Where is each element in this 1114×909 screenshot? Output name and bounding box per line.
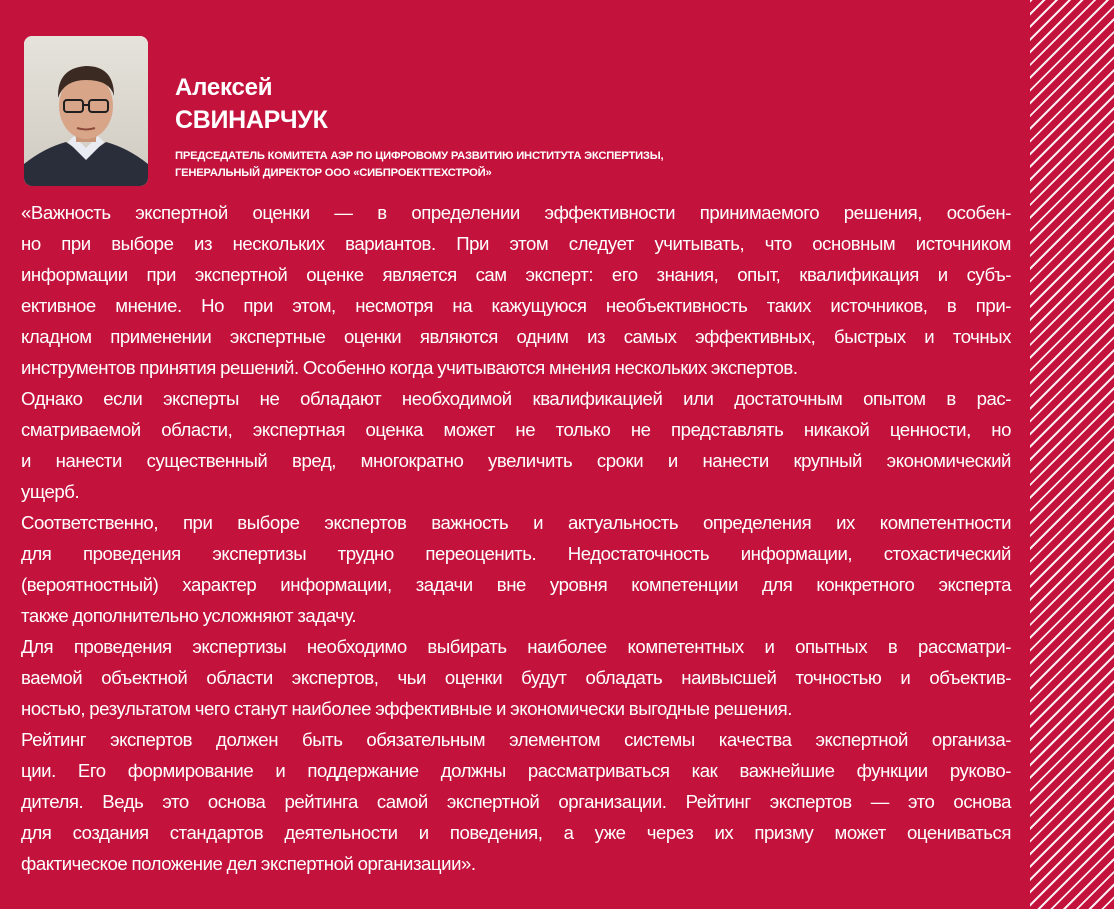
speaker-last-name: СВИНАРЧУК (175, 106, 328, 134)
quote-line: Однако если эксперты не обладают необходимой квалификацией или достаточным опытом в рас- (21, 388, 1011, 409)
quote-line: также дополнительно усложняют задачу. (21, 605, 357, 626)
quote-line: и нанести существенный вред, многократно увеличить сроки и нанести крупный экономический (21, 450, 1011, 471)
quote-text (21, 197, 1011, 879)
quote-line: сматриваемой области, экспертная оценка может не только не представлять никакой ценности, но (21, 419, 1011, 440)
quote-line: для проведения экспертизы трудно переоценить. Недостаточность информации, стохастический (21, 543, 1011, 564)
speaker-first-name: Алексей (175, 74, 273, 101)
quote-line: фактическое положение дел экспертной организации». (21, 853, 476, 874)
quote-line: Для проведения экспертизы необходимо выбирать наиболее компетентных и опытных в рассматри- (21, 636, 1011, 657)
quote-line: «Важность экспертной оценки — в определении эффективности принимаемого решения, особен- (21, 202, 1011, 223)
quote-line: информации при экспертной оценке является сам эксперт: его знания, опыт, квалификация и субъ- (21, 264, 1011, 285)
speaker-position (175, 148, 663, 182)
quote-line: ностью, результатом чего станут наиболее эффективные и экономически выгодные решения. (21, 698, 792, 719)
quote-line: ваемой объектной области экспертов, чьи оценки будут обладать наивысшей точностью и объектив- (21, 667, 1011, 688)
quote-line: Соответственно, при выборе экспертов важность и актуальность определения их компетентности (21, 512, 1011, 533)
quote-line: Рейтинг экспертов должен быть обязательным элементом системы качества экспертной организа- (21, 729, 1011, 750)
quote-line: инструментов принятия решений. Особенно когда учитываются мнения нескольких экспертов. (21, 357, 798, 378)
quote-line: но при выборе из нескольких вариантов. При этом следует учитывать, что основным источником (21, 233, 1011, 254)
position-line: ГЕНЕРАЛЬНЫЙ ДИРЕКТОР ООО «СИБПРОЕКТТЕХСТРОЙ» (175, 167, 492, 179)
quote-line: (вероятностный) характер информации, задачи вне уровня компетенции для конкретного эксперта (21, 574, 1011, 595)
speaker-photo (24, 36, 148, 186)
quote-line: ективное мнение. Но при этом, несмотря на кажущуюся необъективность таких источников, в при- (21, 295, 1011, 316)
position-line: ПРЕДСЕДАТЕЛЬ КОМИТЕТА АЭР ПО ЦИФРОВОМУ РАЗВИТИЮ ИНСТИТУТА ЭКСПЕРТИЗЫ, (175, 150, 664, 162)
quote-line: кладном применении экспертные оценки являются одним из самых эффективных, быстрых и точных (21, 326, 1011, 347)
quote-line: для создания стандартов деятельности и поведения, а уже через их призму может оцениваться (21, 822, 1011, 843)
quote-line: ции. Его формирование и поддержание должны рассматриваться как важнейшие функции руково- (21, 760, 1011, 781)
quote-line: ущерб. (21, 481, 80, 502)
quote-line: дителя. Ведь это основа рейтинга самой экспертной организации. Рейтинг экспертов — это основа (21, 791, 1011, 812)
decorative-stripes (1030, 0, 1114, 909)
